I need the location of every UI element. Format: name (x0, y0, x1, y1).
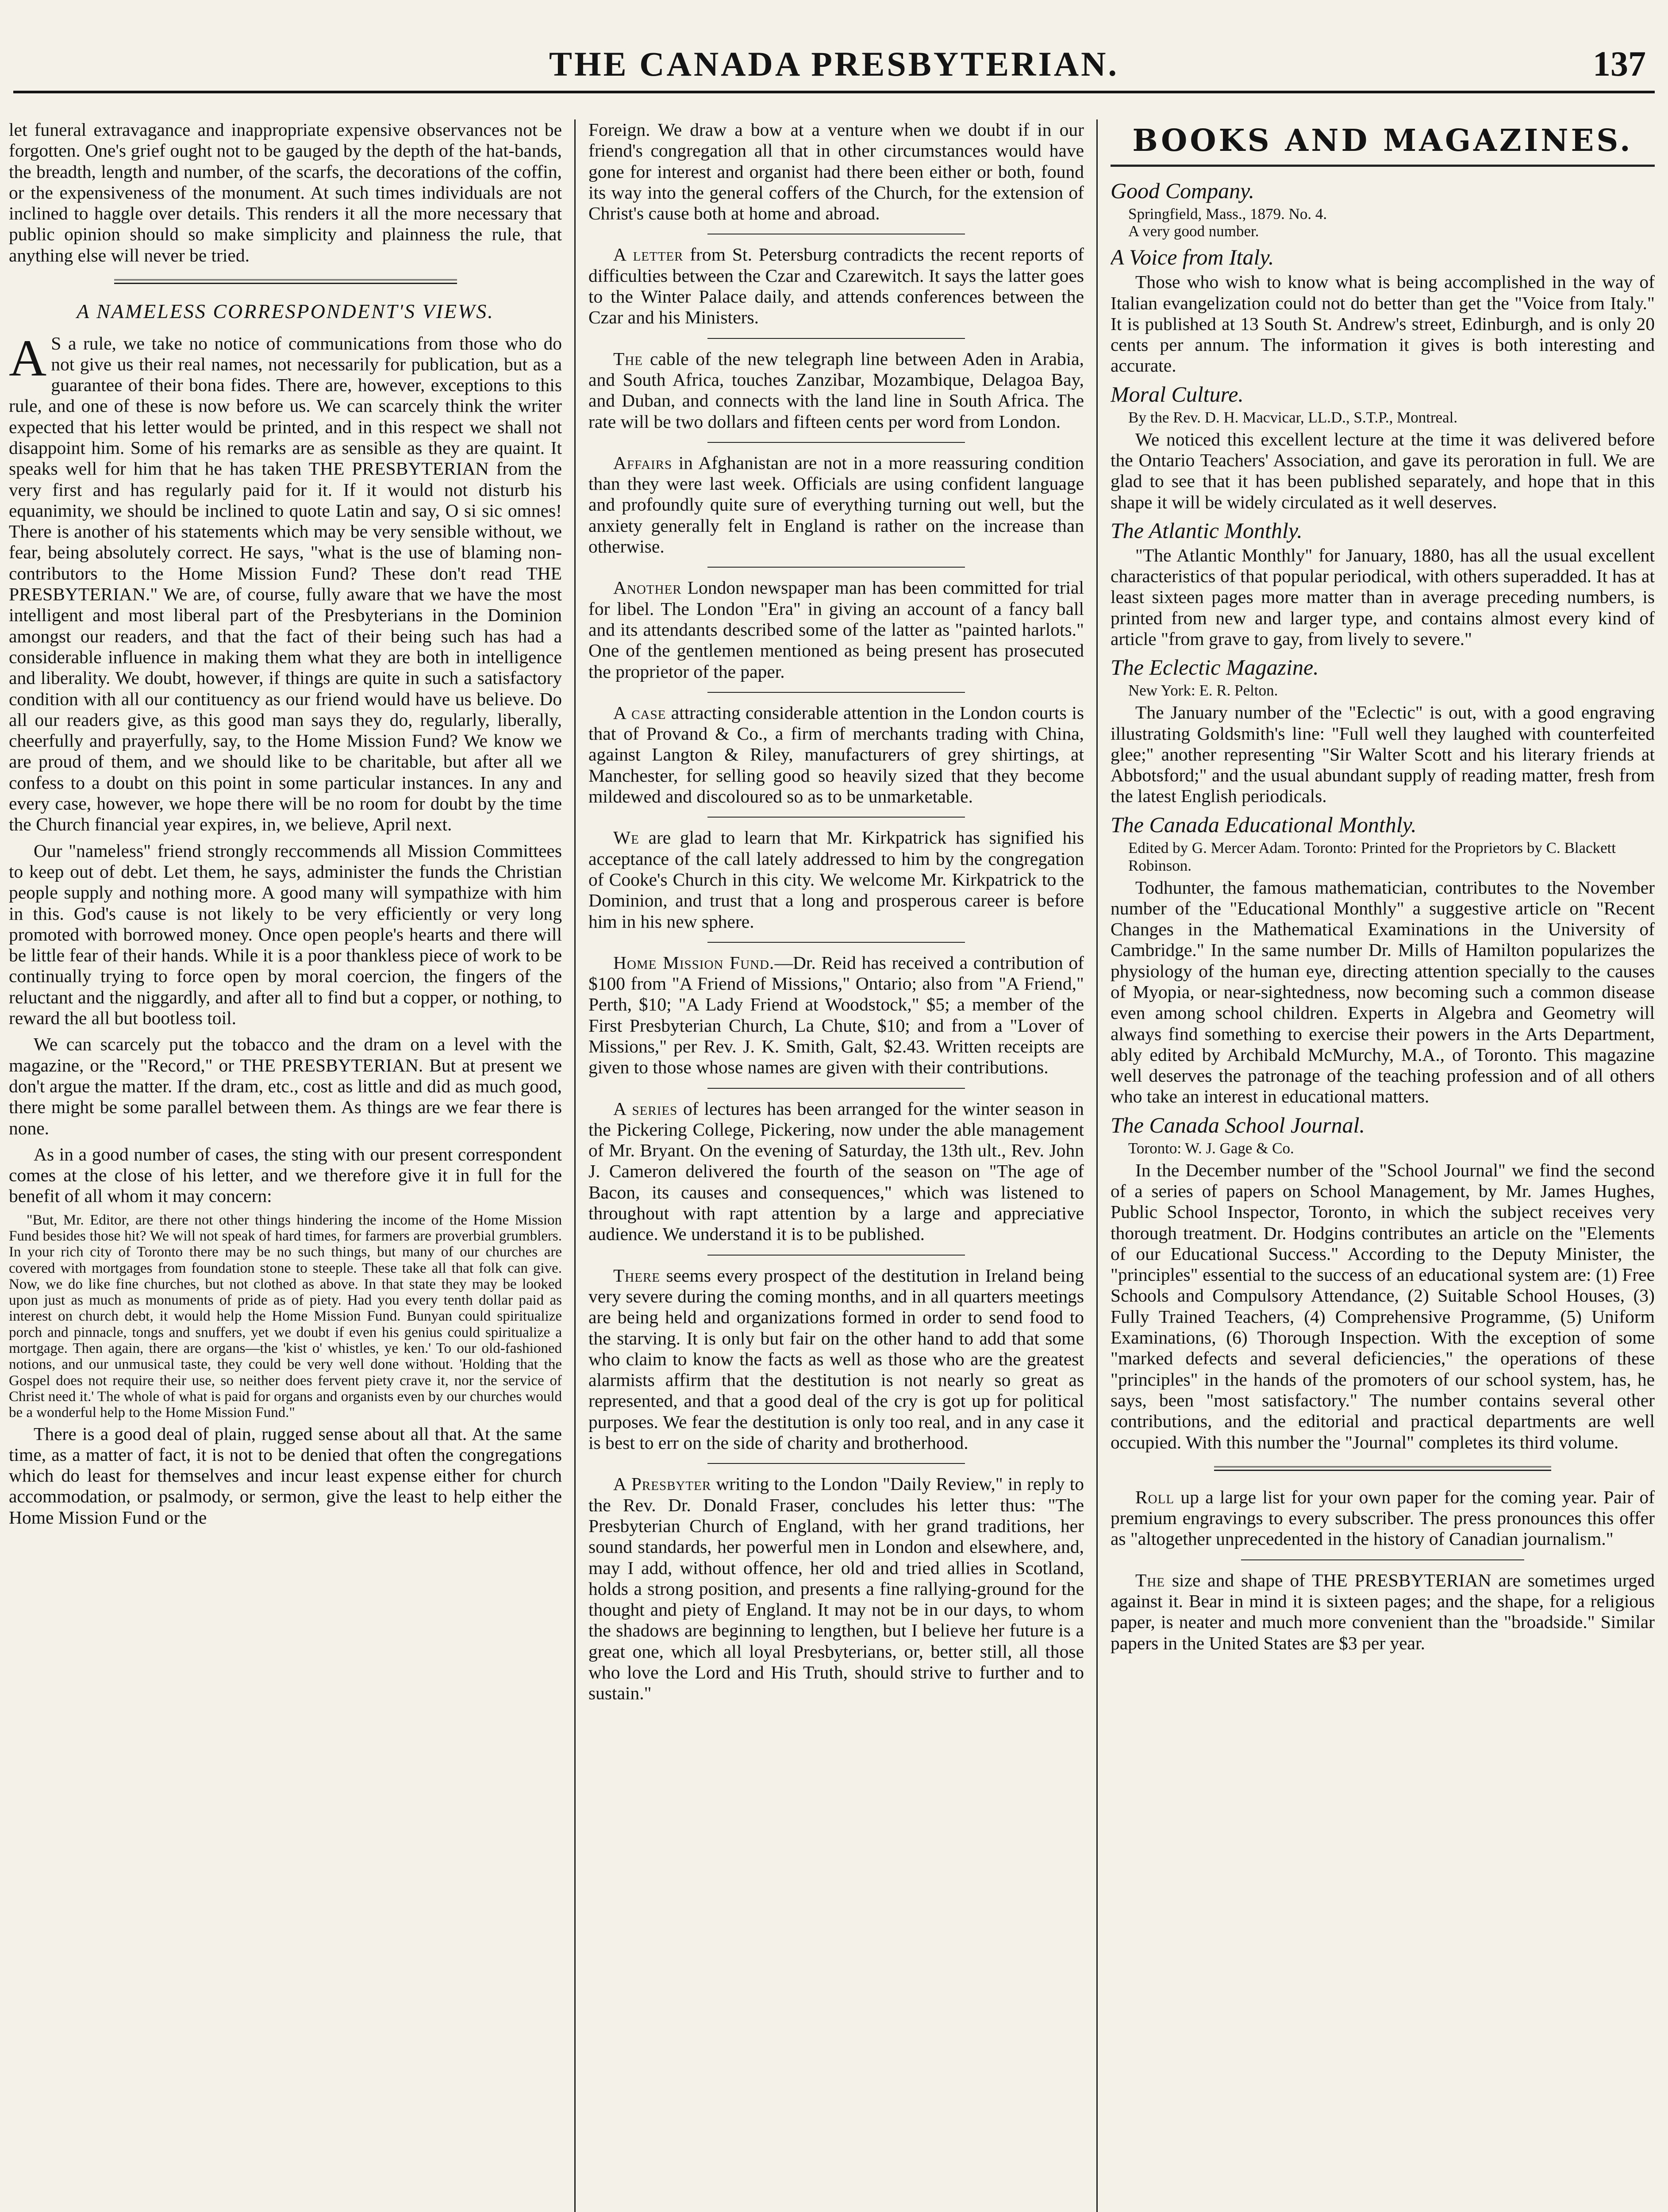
review-title: The Canada Educational Monthly. (1111, 812, 1417, 837)
article-paragraph: There is a good deal of plain, rugged sense about all that. At the same time, as a matter of fact, it is not to be denied that often the congregations which do least for themselves and incur least expense either for church accommodation, or psalmody, or sermon, give the least to help either the Home Mission Fund or the (9, 1423, 562, 1528)
review-title: The Canada School Journal. (1111, 1112, 1365, 1137)
item-separator (707, 942, 965, 943)
item-separator (707, 817, 965, 818)
section-separator (1214, 1466, 1552, 1471)
review-body: Those who wish to know what is being accomplished in the way of Italian evangelization could not do better than get the "Voice from Italy." It is published at 13 South St. Andrew's street, Edinburgh, and is only 20 cents per annum. The information it gives is both interesting and accurate. (1111, 272, 1655, 376)
column-2 (588, 119, 1084, 2212)
review-meta: New York: E. R. Pelton. (1128, 682, 1278, 699)
quoted-letter (9, 1212, 562, 1421)
article-paragraph (9, 329, 562, 835)
item-separator (707, 1088, 965, 1089)
funeral-paragraph: let funeral extravagance and inappropriate expensive observances not be forgotten. One's grief ought not to be gauged by the depth of the hat-bands, the breadth, length and number, of the scarfs, the decorations of the coffin, or the expensiveness of the monument. At such times individuals are not inclined to haggle over details. This renders it all the more necessary that public opinion should so make simplicity and plainness the rule, that anything else will never be tried. (9, 119, 562, 265)
item-text: from St. Petersburg contradicts the recent reports of difficulties between the Czar and Czarewitch. It says the latter goes to the Winter Palace daily, and attends conferences between the Czar and his Ministers. (588, 244, 1084, 328)
review-meta (1128, 205, 1655, 241)
item-text: London newspaper man has been committed for trial for libel. The London "Era" in giving an account of a fancy ball and its attendants described some of the latter as "painted harlots." One of the gentlemen mentioned as being present has prosecuted the proprietor of the paper. (588, 577, 1084, 682)
item-text: cable of the new telegraph line between Aden in Arabia, and South Africa, touches Zanzibar, Mozambique, Delagoa Bay, and Duban, and connects with the land line in South Africa. The rate will be two dollars and fifteen cents per word from London. (588, 348, 1084, 432)
item-separator (707, 442, 965, 443)
news-item (588, 453, 1084, 557)
item-separator (1241, 1559, 1524, 1560)
review-title: The Eclectic Magazine. (1111, 655, 1319, 680)
item-text: up a large list for your own paper for the coming year. Pair of premium engravings to every subscriber. The press pronounces this offer as "altogether unprecedented in the history of Canadian journalism." (1111, 1486, 1655, 1549)
masthead (0, 0, 1668, 102)
notice-item (1111, 1570, 1655, 1654)
review-title: The Atlantic Monthly. (1111, 518, 1303, 543)
item-lead: A series (613, 1098, 678, 1119)
notice-item (1111, 1487, 1655, 1550)
column-divider (1096, 119, 1098, 2212)
news-item (588, 1265, 1084, 1454)
news-item (588, 244, 1084, 328)
section-separator (114, 279, 457, 284)
review-body: In the December number of the "School Journal" we find the second of a series of papers on School Management, by Mr. James Hughes, Public School Inspector, Toronto, in which the subject receives very thorough treatment. Dr. Hodgins contributes an article on the "Elements of our Educational Success." According to the Deputy Minister, the "principles" essential to the success of an educational system are: (1) Free Schools and Compulsory Attendance, (2) Suitable School Houses, (3) Fully Trained Teachers, (4) Comprehensive Programme, (5) Uniform Examinations, (6) Thorough Inspection. With the exception of some "marked defects and several deficiencies," the operations of these "principles" in the hands of the promoters of our school system, has, he says, been "most satisfactory." The number contains several other contributions, and the editorial and practical departments are well occupied. With this number the "Journal" completes its third volume. (1111, 1160, 1655, 1452)
news-item (588, 1098, 1084, 1245)
item-separator (707, 1463, 965, 1464)
column-3 (1111, 119, 1655, 2212)
continued-paragraph: Foreign. We draw a bow at a venture when we doubt if in our friend's congregation all that in other circumstances would have gone for interest and organist had there been either or both, found its way into the general coffers of the Church, for the extension of Christ's cause both at home and abroad. (588, 119, 1084, 224)
article-paragraph: As in a good number of cases, the sting with our present correspondent comes at the close of his letter, and we therefore give it in full for the benefit of all whom it may concern: (9, 1144, 562, 1206)
review-meta-line: Springfield, Mass., 1879. No. 4. (1128, 205, 1327, 223)
item-lead: We (613, 827, 639, 848)
item-lead: A letter (613, 244, 684, 265)
review-meta: By the Rev. D. H. Macvicar, LL.D., S.T.P., Montreal. (1128, 408, 1458, 426)
review-body: Todhunter, the famous mathematician, contributes to the November number of the "Educational Monthly" a suggestive article on "Recent Changes in the Mathematical Examinations in the University of Cambridge." In the same number Dr. Mills of Hamilton popularizes the physiology of the human eye, directing attention specially to the causes of Myopia, or near-sightedness, now becoming such a common disease even among school children. Experts in Algebra and Geometry will always find something to exercise their powers in the Arts Department, ably edited by Archibald McMurchy, M.A., of Toronto. This magazine well deserves the patronage of the teaching profession and of all others who take an interest in educational matters. (1111, 877, 1655, 1107)
item-text: —Dr. Reid has received a contribution of $100 from "A Friend of Missions," Ontario; also from "A Friend," Perth, $10; "A Lady Friend at Woodstock," $5; a member of the First Presbyterian Church, La Chute, $10; and from a "Lover of Missions," per Rev. J. K. Smith, Galt, $2.43. Written receipts are given to those whose names are given with their contributions. (588, 952, 1084, 1078)
masthead-rule (13, 91, 1655, 93)
column-divider (574, 119, 576, 2212)
item-text: attracting considerable attention in the London courts is that of Provand & Co., a firm of merchants trading with China, against Langton & Riley, manufacturers of grey shirtings, at Manchester, for selling good so heavily sized that they become mildewed and discoloured so as to be unmarketable. (588, 702, 1084, 807)
newspaper-title: THE CANADA PRESBYTERIAN. (549, 45, 1119, 83)
item-lead: A case (613, 702, 666, 723)
letter-text: "But, Mr. Editor, are there not other things hindering the income of the Home Mission Fund besides those hit? We will not speak of hard times, for farmers are proverbial grumblers. In your rich city of Toronto there may be no such things, but many of our churches are covered with mortgages from foundation stone to steeple. These take all that folk can give. Now, we do like fine churches, but not clothed as above. In that state they may be looked upon just as much as monuments of pride as of piety. Had you every tenth dollar paid as interest on church debt, it would help the Home Mission Fund. Bunyan could spiritualize porch and pinnacle, tongs and snuffers, yet we doubt if even his genius could spiritualize a mortgage. Then again, there are organs—the 'kist o' whistles, ye ken.' To our old-fashioned notions, and our unmusical taste, they could be very well done without. 'Holding that the Gospel does not require their use, so neither does fervent piety crave it, nor the service of Christ need it.' The whole of what is paid for organs and organists even by our churches would be a wonderful help to the Home Mission Fund." (9, 1212, 562, 1421)
item-text: are glad to learn that Mr. Kirkpatrick has signified his acceptance of the call lately addressed to him by the congregation of Cooke's Church in this city. We welcome Mr. Kirkpatrick to the Dominion, and trust that a long and prosperous career is before him in his new sphere. (588, 827, 1084, 932)
page-number: 137 (1593, 45, 1646, 84)
item-lead: Home Mission Fund. (613, 952, 775, 973)
item-separator (707, 338, 965, 339)
item-lead: There (613, 1265, 661, 1286)
section-title: BOOKS AND MAGAZINES. (1111, 119, 1655, 167)
article-paragraph: We can scarcely put the tobacco and the dram on a level with the magazine, or the "Record," or THE PRESBYTERIAN. But at present we don't argue the matter. If the dram, etc., cost as little and did as much good, there might be some parallel between them. As things are we fear there is none. (9, 1034, 562, 1138)
review-meta: Edited by G. Mercer Adam. Toronto: Printed for the Proprietors by C. Blackett Robinson. (1128, 839, 1616, 874)
item-text: writing to the London "Daily Review," in reply to the Rev. Dr. Donald Fraser, concludes his letter thus: "The Presbyterian Church of England, with her grand traditions, her sound standards, her powerful men in London and elsewhere, and, may I add, without offence, her old and tried allies in Scotland, holds a strong position, and presents a fine rallying-ground for the thought and piety of England. It may not be in our days, to whom the shadows are beginning to lengthen, but I believe her future is a great one, which all loyal Presbyterians, or, better still, all those who love the Lord and His Truth, should strive to further and to sustain." (588, 1474, 1084, 1704)
review-body: We noticed this excellent lecture at the time it was delivered before the Ontario Teachers' Association, and gave its peroration in full. We are glad to see that it has been published separately, and hope that in this shape it will be widely circulated as it well deserves. (1111, 429, 1655, 512)
item-lead: A Presbyter (613, 1474, 711, 1494)
review-meta: Toronto: W. J. Gage & Co. (1128, 1139, 1294, 1157)
item-text: size and shape of THE PRESBYTERIAN are sometimes urged against it. Bear in mind it is sixteen pages; and the shape, for a religious paper, is neater and much more convenient than the "broadside." Similar papers in the United States are $3 per year. (1111, 1570, 1655, 1653)
news-item (588, 349, 1084, 432)
item-separator (707, 692, 965, 693)
news-item (588, 703, 1084, 807)
paragraph-text: S a rule, we take no notice of communications from those who do not give us their real names, not necessarily for publication, but as a guarantee of their bona fides. There are, however, exceptions to this rule, and one of these is now before us. We can scarcely think the writer expected that his letter would be printed, and in this respect we shall not disappoint him. Some of his remarks are as sensible as they are quaint. It speaks well for him that he has taken THE PRESBYTERIAN from the very first and has regularly paid for it. If it would not disturb his equanimity, we should be inclined to quote Latin and say, O si sic omnes! There is another of his statements which may be very sensible without, we fear, being absolutely correct. He says, "what is the use of blaming non-contributors to the Home Mission Fund? These don't read THE PRESBYTERIAN." We are, of course, fully aware that we have the most intelligent and most liberal part of the Presbyterians in the Dominion amongst our readers, and that the fact of their being such has had a considerable influence in making them what they are both in intelligence and liberality. We doubt, however, if things are quite in such a satisfactory condition with all our contituency as our friend would have us believe. Do all our readers give, as this good man says they do, regularly, liberally, cheerfully and prayerfully, say, to the Home Mission Fund? We know we are proud of them, and we should like to be charitable, but after all we confess to a doubt on this point in some particular instances. In any and every case, however, we hope there will be no room for doubt by the time the Church financial year expires, in, we believe, April next. (9, 333, 562, 835)
article-paragraph: Our "nameless" friend strongly reccommends all Mission Committees to keep out of debt. Let them, he says, administer the funds the Christian people supply and nothing more. A good many will sympathize with him in this. God's cause is not likely to be very efficiently or very long promoted with borrowed money. Once open people's hearts and there will be little fear of their hands. While it is a poor thankless piece of work to be continually trying to force open by moral coercion, the fingers of the reluctant and the niggardly, and after all to find but a copper, or nothing, to reward the all but bootless toil. (9, 840, 562, 1029)
review-title: Moral Culture. (1111, 381, 1244, 407)
item-lead: Roll (1135, 1486, 1175, 1507)
review-meta-line: A very good number. (1128, 223, 1259, 240)
review-title: A Voice from Italy. (1111, 245, 1274, 270)
article-heading: A NAMELESS CORRESPONDENT'S VIEWS. (77, 300, 494, 323)
news-item (588, 827, 1084, 932)
column-1 (9, 119, 562, 2212)
item-lead: The (613, 348, 643, 369)
item-lead: Affairs (613, 452, 673, 473)
item-text: of lectures has been arranged for the winter season in the Pickering College, Pickering, now under the able management of Mr. Bryant. On the evening of Saturday, the 13th ult., Rev. John J. Cameron delivered the fourth of the season on "The age of Bacon, its causes and consequences," which was listened to throughout with rapt attention by a large and appreciative audience. We understand it is to be published. (588, 1098, 1084, 1244)
item-text: seems every prospect of the destitution in Ireland being very severe during the coming months, and in all quarters meetings are being held and organizations formed in order to send food to the starving. It is only but fair on the other hand to add that some who claim to know the facts as well as those who are the greatest alarmists affirm that the destitution is not nearly so great as represented, and that a good deal of the cry is got up for political purposes. We fear the destitution is only too real, and in any case it is best to err on the side of charity and brotherhood. (588, 1265, 1084, 1453)
news-item (588, 952, 1084, 1078)
item-lead: The (1135, 1570, 1165, 1590)
item-separator (707, 1255, 965, 1256)
item-separator (707, 567, 965, 568)
review-body: "The Atlantic Monthly" for January, 1880, has all the usual excellent characteristics of that popular periodical, with others superadded. It has at least sixteen pages more matter than in average preceding numbers, is printed from new and larger type, and contains almost every kind of article "from grave to gay, from lively to severe." (1111, 545, 1655, 649)
item-lead: Another (613, 577, 682, 598)
review-body: The January number of the "Eclectic" is out, with a good engraving illustrating Goldsmith's line: "Full well they laughed with counterfeited glee;" another representing "Sir Walter Scott and his literary friends at Abbotsford;" and the usual abundant supply of reading matter, fresh from the latest English periodicals. (1111, 702, 1655, 806)
review-title: Good Company. (1111, 178, 1254, 203)
news-item (588, 577, 1084, 682)
drop-cap: A (9, 329, 47, 387)
item-text: in Afghanistan are not in a more reassuring condition than they were last week. Officials are using confident language and profoundly quite sure of everything turning out well, but the anxiety generally felt in England is rather on the increase than otherwise. (588, 452, 1084, 557)
news-item (588, 1474, 1084, 1704)
